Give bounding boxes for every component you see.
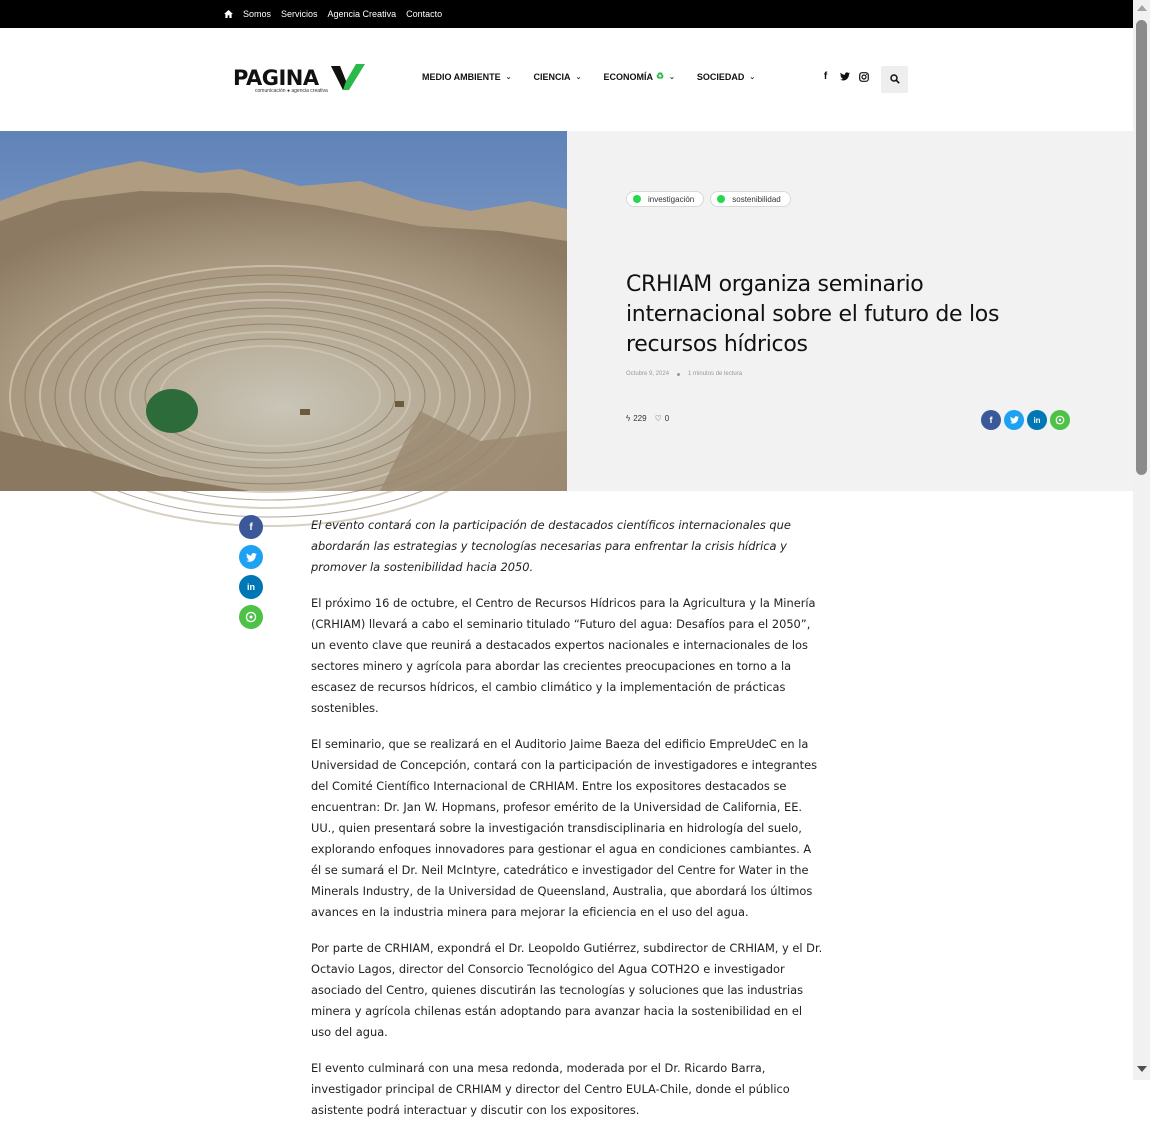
share-whatsapp-button[interactable] <box>1050 410 1070 430</box>
header-social <box>820 71 869 82</box>
share-twitter-button[interactable] <box>239 545 263 569</box>
recycle-icon: ♻ <box>655 71 665 81</box>
heart-icon: ♡ <box>654 414 662 423</box>
tag-dot <box>633 195 641 203</box>
main-nav <box>422 71 777 82</box>
top-link-agencia-creativa[interactable]: Agencia Creativa <box>327 9 397 19</box>
chevron-down-icon: ⌄ <box>575 73 582 81</box>
top-link-servicios[interactable]: Servicios <box>281 9 318 19</box>
nav-label: SOCIEDAD <box>696 71 745 82</box>
tag-sostenibilidad[interactable] <box>710 191 790 207</box>
top-bar <box>0 0 1133 28</box>
facebook-icon: f <box>989 415 993 425</box>
whatsapp-icon <box>245 611 257 623</box>
share-twitter-button[interactable] <box>1004 410 1024 430</box>
chevron-down-icon: ⌄ <box>505 73 512 81</box>
share-facebook-button[interactable] <box>981 410 1001 430</box>
article-meta <box>626 371 742 377</box>
share-linkedin-button[interactable] <box>1027 410 1047 430</box>
logo-v-icon <box>331 64 365 90</box>
page-scrollbar[interactable] <box>1133 0 1150 1080</box>
bolt-icon: ϟ <box>626 414 631 423</box>
scroll-up-icon[interactable] <box>1137 5 1147 11</box>
nav-item-sociedad[interactable] <box>697 71 755 82</box>
chevron-down-icon: ⌄ <box>669 73 675 81</box>
article-paragraph: El evento culminará con una mesa redonda, moderada por el Dr. Ricardo Barra, investigador principal de CRHIAM y director del Centro EULA-Chile, donde el público asistente podrá interactuar y discutir con los expositores. <box>311 1061 790 1117</box>
tag-label: sostenibilidad <box>732 194 781 204</box>
tag-dot <box>717 195 725 203</box>
search-icon <box>890 71 900 89</box>
linkedin-icon: in <box>1033 415 1041 425</box>
article-date: Octubre 9, 2024 <box>626 371 670 377</box>
top-link-contacto[interactable]: Contacto <box>406 9 443 19</box>
facebook-icon: f <box>249 521 253 533</box>
article-title: CRHIAM organiza seminario internacional sobre el futuro de los recursos hídricos <box>626 272 1000 357</box>
scroll-down-icon[interactable] <box>1137 1066 1147 1072</box>
nav-label: CIENCIA <box>533 71 571 82</box>
article-stats <box>626 414 669 423</box>
nav-label: ECONOMÍA <box>603 71 653 82</box>
top-link-somos[interactable]: Somos <box>243 9 272 19</box>
nav-item-medio-ambiente[interactable] <box>422 71 512 82</box>
tag-investigacion[interactable] <box>626 191 704 207</box>
chevron-down-icon: ⌄ <box>749 73 756 81</box>
site-header <box>0 28 1133 131</box>
tag-list <box>626 191 791 207</box>
nav-item-ciencia[interactable] <box>534 71 582 82</box>
article-paragraph: Por parte de CRHIAM, expondrá el Dr. Leopoldo Gutiérrez, subdirector de CRHIAM, y el Dr. Octavio Lagos, director del Consorcio Tecnológico del Agua COTH2O e investigador asociado del Centro, quienes discutirán las tecnologías y soluciones que las industrias minera y agrícola chilenas están adoptando para avanzar hacia la sostenibilidad en el uso del agua. <box>311 941 823 1039</box>
views-stat <box>626 414 647 423</box>
nav-item-economia[interactable] <box>603 71 674 82</box>
hero-image <box>0 131 567 491</box>
share-whatsapp-button[interactable] <box>239 605 263 629</box>
whatsapp-icon <box>1055 415 1065 425</box>
share-top <box>981 410 1070 430</box>
share-facebook-button[interactable] <box>239 515 263 539</box>
nav-label: MEDIO AMBIENTE <box>422 71 501 82</box>
meta-separator <box>677 373 680 376</box>
likes-count: 0 <box>664 414 670 423</box>
home-icon[interactable] <box>224 10 233 18</box>
share-linkedin-button[interactable] <box>239 575 263 599</box>
read-time: 1 minutos de lectura <box>688 371 743 377</box>
like-button[interactable] <box>655 414 670 423</box>
article-paragraph: El próximo 16 de octubre, el Centro de Recursos Hídricos para la Agricultura y la Minería (CRHIAM) llevará a cabo el seminario titulado “Futuro del agua: Desafíos para el 2050”, un evento clave que reunirá a destacados expertos nacionales e internacionales de los sectores minero y agrícola para abordar las crecientes preocupaciones en torno a la escasez de recursos hídricos, el cambio climático y la implementación de prácticas sostenibles. <box>311 596 816 715</box>
tag-label: investigación <box>648 194 695 204</box>
article-lead: El evento contará con la participación de destacados científicos internacionales que abordarán las estrategias y tecnologías necesarias para enfrentar la crisis hídrica y promover la sostenibilidad hacia 2050. <box>311 518 791 574</box>
search-button[interactable] <box>881 66 908 93</box>
hero-panel <box>567 131 1133 491</box>
logo-tagline: comunicación ● agencia creativa <box>255 88 328 94</box>
twitter-icon <box>1010 416 1019 424</box>
facebook-icon[interactable]: f <box>823 71 828 82</box>
site-logo[interactable] <box>233 66 368 96</box>
twitter-icon <box>246 553 257 562</box>
scroll-thumb[interactable] <box>1136 20 1147 475</box>
top-links <box>224 0 452 28</box>
views-count: 229 <box>633 414 647 423</box>
logo-word: PAGINA <box>233 66 319 90</box>
share-sidebar <box>239 515 263 629</box>
article-paragraph: El seminario, que se realizará en el Auditorio Jaime Baeza del edificio EmpreUdeC en la Universidad de Concepción, contará con la participación de investigadores e integrantes del Comité Científico Internacional de CRHIAM. Entre los expositores destacados se encuentran: Dr. Jan W. Hopmans, profesor emérito de la Universidad de California, EE. UU., quien presentará sobre la investigación transdisciplinaria en hidrología del suelo, explorando enfoques innovadores para gestionar el agua en condiciones cambiantes. A él se sumará el Dr. Neil McIntyre, catedrático e investigador del Centre for Water in the Minerals Industry, de la Universidad de Queensland, Australia, que abordará los últimos avances en la industria minera para mejorar la eficiencia en el uso del agua. <box>311 737 818 919</box>
linkedin-icon: in <box>247 582 255 592</box>
instagram-icon[interactable] <box>858 72 869 82</box>
twitter-icon[interactable] <box>839 72 850 81</box>
article-body <box>311 515 823 1136</box>
